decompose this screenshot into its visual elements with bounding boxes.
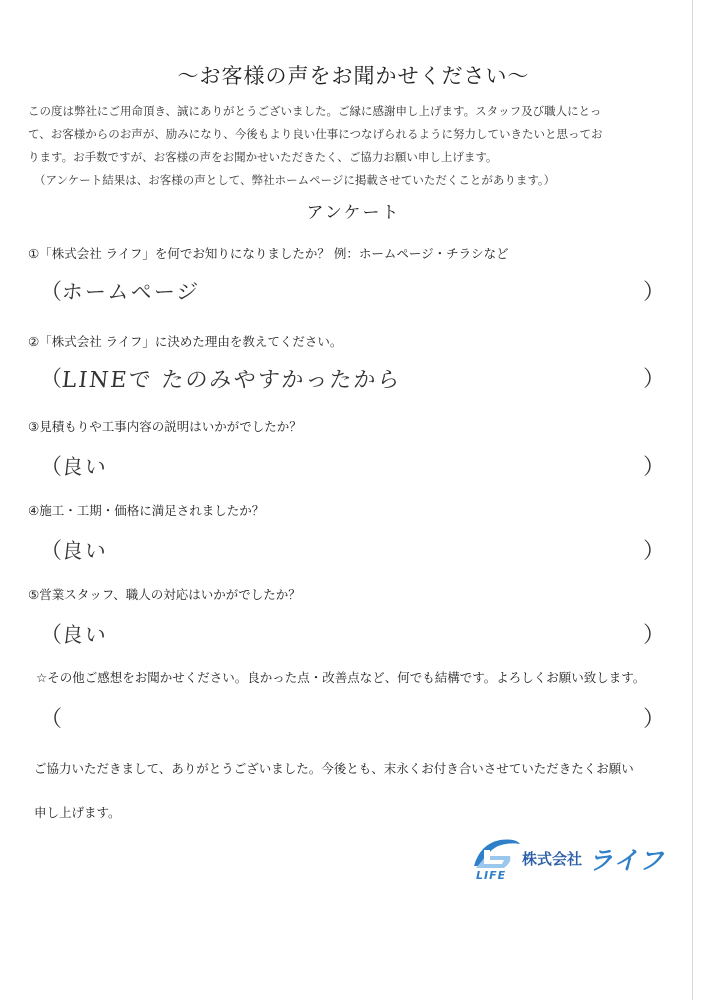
logo-company-name: ライフ <box>588 846 665 875</box>
question-4-answer <box>40 534 665 568</box>
intro-line: て、お客様からのお声が、励みになり、今後もより良い仕事につなげられるように努力していきたいと思ってお <box>28 127 603 141</box>
question-5-answer <box>40 618 665 652</box>
question-2-answer <box>40 362 665 396</box>
paren-open: （ <box>40 707 63 732</box>
paren-close: ） <box>642 623 665 648</box>
scan-edge-line <box>692 0 693 1000</box>
paren-close: ） <box>642 539 665 564</box>
paren-close: ） <box>642 707 665 732</box>
paren-open: （ <box>40 367 63 392</box>
other-comments-label: ☆その他ご感想をお聞かせください。良かった点・改善点など、何でも結構です。よろしくお願い致します。 <box>36 670 646 685</box>
answer-handwriting: ホームページ <box>60 280 201 304</box>
answer-handwriting: 良い <box>60 623 110 647</box>
life-logo-icon <box>470 836 522 872</box>
question-3-answer <box>40 450 665 484</box>
question-4-label: ④施工・工期・価格に満足されましたか？ <box>28 503 265 518</box>
paren-open: （ <box>40 280 63 305</box>
paren-open: （ <box>40 623 63 648</box>
paren-close: ） <box>642 280 665 305</box>
answer-handwriting: 良い <box>60 455 110 479</box>
question-2-label: ②「株式会社 ライフ」に決めた理由を教えてください。 <box>28 334 343 349</box>
closing-line: ご協力いただきまして、ありがとうございました。今後とも、末永くお付き合いさせていただきたくお願い <box>34 761 634 776</box>
question-5-label: ⑤営業スタッフ、職人の対応はいかがでしたか？ <box>28 587 301 602</box>
survey-heading: アンケート <box>306 203 401 223</box>
logo-company-prefix: 株式会社 <box>522 850 583 868</box>
paren-close: ） <box>642 367 665 392</box>
paren-open: （ <box>40 539 63 564</box>
paren-close: ） <box>642 455 665 480</box>
intro-line: ります。お手数ですが、お客様の声をお聞かせいただきたく、ご協力お願い申し上げます。 <box>28 150 498 164</box>
question-1-label: ①「株式会社 ライフ」を何でお知りになりましたか？ 例：ホームページ・チラシなど <box>28 246 509 261</box>
closing-line: 申し上げます。 <box>34 805 121 820</box>
intro-line: この度は弊社にご用命頂き、誠にありがとうございました。ご縁に感謝申し上げます。スタッフ及び職人にとっ <box>28 104 602 118</box>
answer-handwriting: LINEで たのみやすかったから <box>60 368 403 393</box>
logo-mark-text: LIFE <box>476 869 507 882</box>
question-1-answer <box>40 275 665 309</box>
company-logo <box>470 836 670 886</box>
other-comments-answer <box>40 702 665 736</box>
question-3-label: ③見積もりや工事内容の説明はいかがでしたか？ <box>28 419 302 434</box>
page-title: 〜お客様の声をお聞かせください〜 <box>177 64 530 88</box>
paren-open: （ <box>40 455 63 480</box>
answer-handwriting: 良い <box>60 539 110 563</box>
intro-text <box>28 100 680 192</box>
intro-note: （アンケート結果は、お客様の声として、弊社ホームページに掲載させていただくことがあります。） <box>34 173 556 187</box>
